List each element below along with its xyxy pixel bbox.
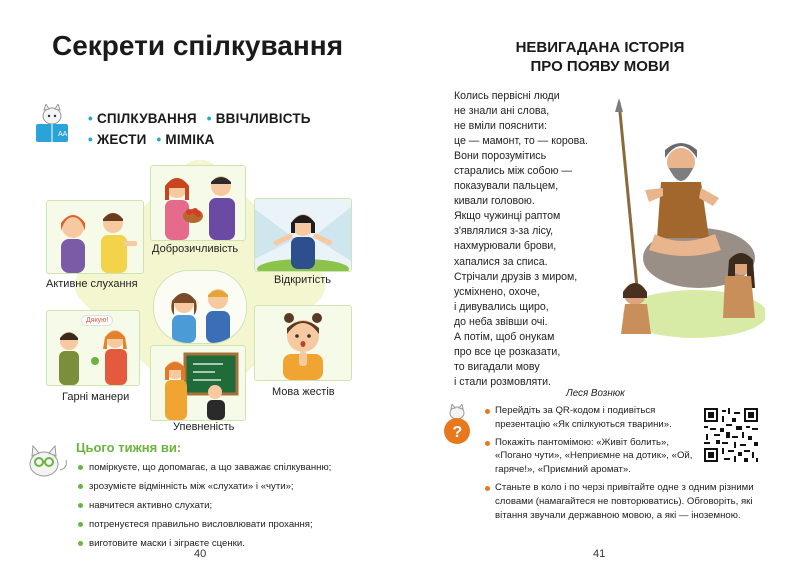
page-number: 40	[194, 548, 207, 560]
poem-line: з'являлися з-за лісу,	[454, 225, 554, 238]
week-list	[76, 458, 376, 553]
poem-line: Колись первісні люди	[454, 90, 560, 102]
question-icon	[440, 404, 474, 446]
poem-line: кивали головою.	[454, 195, 535, 208]
card-kindness-image	[150, 165, 246, 241]
keyword: МІМІКА	[165, 132, 215, 147]
poem-line: Якщо чужинці раптом	[454, 210, 561, 223]
task-item: Перейдіть за QR-кодом і подивіться презентацію «Як спілкуються тварини».	[484, 404, 695, 432]
thanks-speech-bubble: Дякую!	[81, 315, 113, 326]
poem-line: не знали ані слова,	[454, 105, 550, 118]
poem-line: нахмурювали брови,	[454, 240, 557, 253]
card-active-listening-image	[46, 200, 144, 274]
poem-line: усміхнено, охоче,	[454, 285, 540, 298]
poem-line: і стали розмовляти.	[454, 375, 551, 388]
keyword: ЖЕСТИ	[96, 132, 147, 147]
story-title-line-2: ПРО ПОЯВУ МОВИ	[530, 58, 670, 75]
page-title: Секрети спілкування	[52, 30, 344, 61]
task-item: Станьте в коло і по черзі привітайте одне з одним різними словами (намагайтеся не повторюватись). Обговоріть, які вітання звучали державною мовою, а які — іноземною.	[484, 481, 764, 522]
poem-author: Леся Вознюк	[566, 388, 625, 399]
poem-line: то вигадали мову	[454, 360, 540, 373]
qr-code[interactable]	[704, 408, 758, 462]
list-item: навчитеся активно слухати;	[76, 496, 376, 515]
poem-line: Вони порозумітись	[454, 150, 547, 163]
caveman-illustration	[605, 98, 765, 340]
cat-glasses-icon	[22, 440, 70, 480]
label-kindness: Доброзичливість	[152, 243, 239, 255]
poem-line: старались між собою —	[454, 165, 572, 178]
list-item: виготовите маски і зіграєте сценки.	[76, 534, 376, 553]
keywords-row-1: • СПІЛКУВАННЯ • ВВІЧЛИВІСТЬ	[88, 111, 311, 126]
label-gestures: Мова жестів	[272, 386, 335, 398]
label-active-listening: Активне слухання	[46, 278, 138, 290]
keywords-row-2: • ЖЕСТИ • МІМІКА	[88, 132, 215, 147]
poem-line: хапалися за списа.	[454, 255, 548, 268]
right-page	[400, 0, 800, 577]
center-circle-image	[153, 270, 247, 344]
task-item: Покажіть пантомімою: «Живіт болить», «Погано чути», «Неприємне на дотик», «Ой, гаряче!», «Приємний аромат».	[484, 436, 695, 477]
card-confidence-image	[150, 345, 246, 421]
list-item: потренуєтеся правильно висловлювати прохання;	[76, 515, 376, 534]
poem-line: не вміли пояснити:	[454, 120, 548, 133]
label-manners: Гарні манери	[62, 391, 130, 403]
reading-cat-icon	[34, 104, 70, 148]
poem-line: Стрічали друзів з миром,	[454, 270, 578, 283]
card-manners-image	[46, 310, 140, 386]
poem-line: і дивувались щиро,	[454, 300, 549, 313]
poem-line: показували пальцем,	[454, 180, 559, 193]
keyword: СПІЛКУВАННЯ	[96, 111, 197, 126]
keyword: ВВІЧЛИВІСТЬ	[215, 111, 311, 126]
card-gestures-image	[254, 305, 352, 381]
poem-line: А потім, щоб онукам	[454, 330, 555, 343]
label-confidence: Упевненість	[173, 421, 235, 433]
poem-line: до неба звівши очі.	[454, 315, 548, 328]
question-icon-text: ?	[452, 424, 463, 441]
list-item: поміркуєте, що допомагає, а що заважає спілкуванню;	[76, 458, 376, 477]
list-item: зрозумієте відмінність між «слухати» і «чути»;	[76, 477, 376, 496]
label-openness: Відкритість	[274, 274, 332, 286]
story-title-line-1: НЕВИГАДАНА ІСТОРІЯ	[515, 39, 685, 56]
page-number: 41	[593, 548, 606, 560]
week-title: Цього тижня ви:	[76, 440, 182, 455]
book-icon-text: AA	[58, 131, 68, 138]
poem-line: про все це розказати,	[454, 345, 561, 358]
poem-line: це — мамонт, то — корова.	[454, 135, 588, 148]
card-openness-image	[254, 198, 352, 272]
